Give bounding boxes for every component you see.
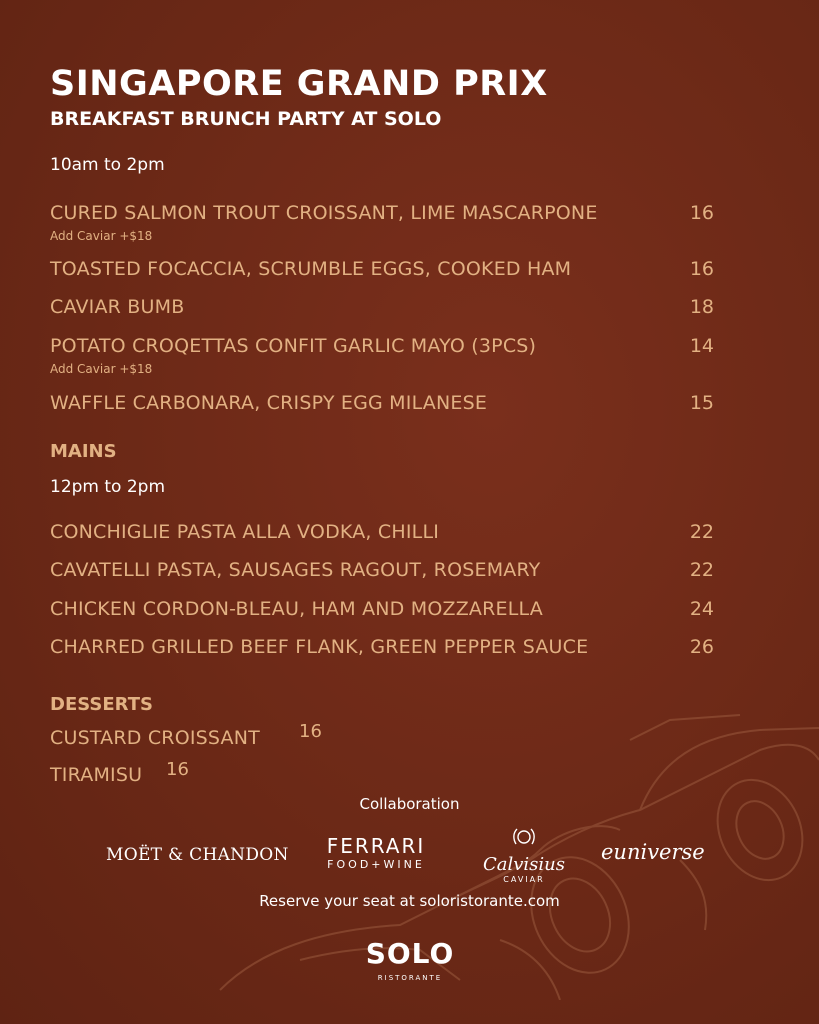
menu-item-price: 26: [689, 636, 714, 658]
calvisius-caviar-logo: [478, 826, 570, 884]
calvisius-logo-subtext: CAVIAR: [503, 875, 545, 884]
reserve-text: Reserve your seat at soloristorante.com: [259, 892, 560, 910]
menu-item-name: TIRAMISU: [50, 764, 143, 786]
menu-item-price: 16: [166, 759, 189, 780]
menu-item-note: Add Caviar +$18: [50, 229, 153, 243]
page-title: SINGAPORE GRAND PRIX: [50, 64, 548, 104]
menu-item-price: 16: [299, 721, 322, 742]
collaboration-label: Collaboration: [359, 795, 460, 813]
menu-item-name: CAVIAR BUMB: [50, 296, 185, 318]
menu-item-name: CAVATELLI PASTA, SAUSAGES RAGOUT, ROSEMARY: [50, 559, 541, 581]
ferrari-food-wine-logo: [316, 834, 436, 871]
menu-item-name: CHICKEN CORDON-BLEAU, HAM AND MOZZARELLA: [50, 598, 543, 620]
section-title-mains: MAINS: [50, 441, 117, 462]
page-subtitle: BREAKFAST BRUNCH PARTY AT SOLO: [50, 108, 442, 130]
menu-item-price: 22: [689, 559, 714, 581]
menu-item-price: 16: [689, 202, 714, 224]
brunch-time: 10am to 2pm: [50, 155, 165, 175]
ferrari-logo-text: FERRARI: [326, 834, 426, 858]
menu-item-price: 16: [689, 258, 714, 280]
menu-item-name: CONCHIGLIE PASTA ALLA VODKA, CHILLI: [50, 521, 440, 543]
menu-item-name: TOASTED FOCACCIA, SCRUMBLE EGGS, COOKED HAM: [50, 258, 572, 280]
menu-item-name: WAFFLE CARBONARA, CRISPY EGG MILANESE: [50, 392, 488, 414]
laurel-crest-icon: [511, 826, 537, 850]
section-title-desserts: DESSERTS: [50, 694, 153, 715]
solo-ristorante-logo: [360, 938, 460, 982]
menu-item-price: 15: [689, 392, 714, 414]
euniverse-logo: euniverse: [601, 840, 705, 864]
menu-item-price: 22: [689, 521, 714, 543]
ferrari-logo-subtext: FOOD+WINE: [327, 858, 425, 871]
menu-item-price: 14: [689, 335, 714, 357]
menu-item-name: POTATO CROQETTAS CONFIT GARLIC MAYO (3PCS): [50, 335, 537, 357]
moet-chandon-logo: MOËT & CHANDON: [106, 845, 289, 865]
menu-item-price: 24: [689, 598, 714, 620]
solo-logo-text: SOLO: [365, 937, 455, 970]
menu-item-note: Add Caviar +$18: [50, 362, 153, 376]
solo-logo-subtext: RISTORANTE: [377, 974, 443, 982]
menu-item-price: 18: [689, 296, 714, 318]
menu-item-name: CHARRED GRILLED BEEF FLANK, GREEN PEPPER SAUCE: [50, 636, 589, 658]
menu-item-name: CUSTARD CROISSANT: [50, 727, 260, 749]
calvisius-logo-text: Calvisius: [482, 854, 565, 875]
mains-time: 12pm to 2pm: [50, 477, 166, 497]
menu-item-name: CURED SALMON TROUT CROISSANT, LIME MASCARPONE: [50, 202, 598, 224]
